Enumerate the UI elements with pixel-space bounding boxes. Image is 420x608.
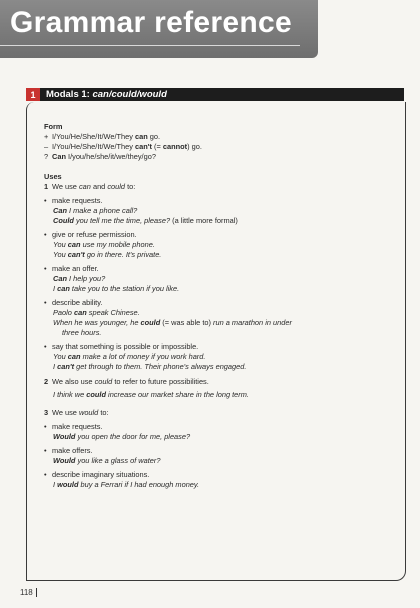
example: You can make a lot of money if you work hard. <box>53 352 206 361</box>
example: You can't go in there. It's private. <box>53 250 162 259</box>
list-item: • describe imaginary situations. I would buy a Ferrari if I had enough money. <box>44 470 394 490</box>
form-line-positive: + I/You/He/She/It/We/They can go. <box>44 132 161 141</box>
section-number: 1 <box>26 88 40 101</box>
form-line-question: ? Can I/you/he/she/it/we/they/go? <box>44 152 156 161</box>
grammar-content <box>44 118 394 490</box>
bullet-icon: • <box>44 422 47 431</box>
form-line-negative: – I/You/He/She/It/We/They can't (= cannot) go. <box>44 142 202 151</box>
example: I can take you to the station if you like. <box>53 284 180 293</box>
list-item: • say that something is possible or impossible. You can make a lot of money if you work hard. I can't get through to them. Their phone's always engaged. <box>44 342 394 372</box>
bullet-icon: • <box>44 342 47 351</box>
example: Paolo can speak Chinese. <box>53 308 140 317</box>
uses-heading: Uses <box>44 172 62 181</box>
list-item: • make an offer. Can I help you? I can take you to the station if you like. <box>44 264 394 294</box>
form-heading: Form <box>44 122 63 131</box>
example: I would buy a Ferrari if I had enough money. <box>53 480 200 489</box>
use-2: 2 We also use could to refer to future possibilities. <box>44 377 209 386</box>
bullet-icon: • <box>44 196 47 205</box>
section-title: Modals 1: can/could/would <box>46 89 167 100</box>
example: Would you like a glass of water? <box>53 456 161 465</box>
example: Can I make a phone call? <box>53 206 138 215</box>
example: I think we could increase our market share in the long term. <box>53 390 249 399</box>
use-3: 3 We use would to: <box>44 408 109 417</box>
example: When he was younger, he could (= was able to) run a marathon in under <box>53 318 292 327</box>
bullet-icon: • <box>44 470 47 479</box>
list-item: • make requests. Would you open the door for me, please? <box>44 422 394 442</box>
header-underline <box>0 45 300 46</box>
page-number: 118 <box>20 588 37 597</box>
use-1: 1 We use can and could to: <box>44 182 136 191</box>
example: three hours. <box>62 328 102 337</box>
bullet-icon: • <box>44 264 47 273</box>
example: Could you tell me the time, please? (a little more formal) <box>53 216 238 225</box>
example: Can I help you? <box>53 274 106 283</box>
example: You can use my mobile phone. <box>53 240 155 249</box>
example: Would you open the door for me, please? <box>53 432 191 441</box>
section-heading <box>26 88 404 101</box>
example: I can't get through to them. Their phone's always engaged. <box>53 362 247 371</box>
bullet-icon: • <box>44 446 47 455</box>
bullet-icon: • <box>44 298 47 307</box>
list-item: • describe ability. Paolo can speak Chinese. When he was younger, he could (= was able to) run a marathon in under three hours. <box>44 298 394 338</box>
header-band <box>0 0 318 58</box>
bullet-icon: • <box>44 230 47 239</box>
list-item: • make requests. Can I make a phone call? Could you tell me the time, please? (a little more formal) <box>44 196 394 226</box>
list-item: • make offers. Would you like a glass of water? <box>44 446 394 466</box>
page-title: Grammar reference <box>10 6 292 39</box>
list-item: • give or refuse permission. You can use my mobile phone. You can't go in there. It's private. <box>44 230 394 260</box>
